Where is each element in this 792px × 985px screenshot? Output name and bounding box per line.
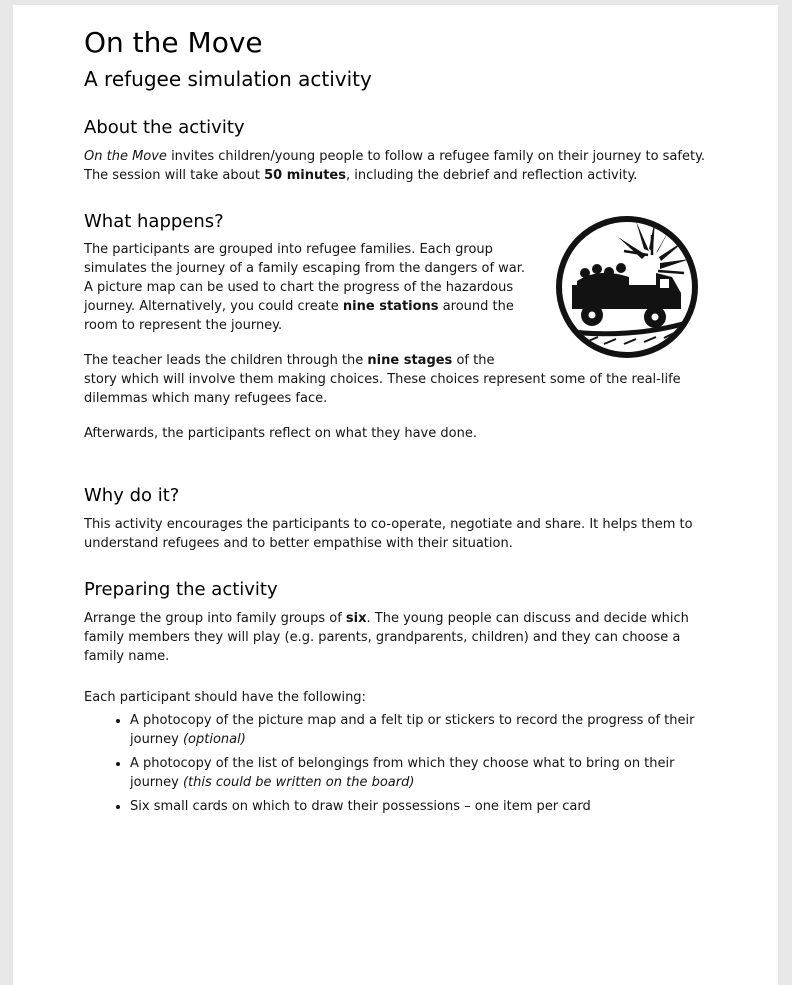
prep-text-2: . The young people can discuss and decide which family members they will play (e.g. parents, grandparents, children) and they can choose a family name.	[84, 610, 689, 664]
truck-bed	[572, 285, 658, 309]
wh-text-1: The participants are grouped into refugee families. Each group simulates the journey of a family escaping from the dangers of war. A picture map can be used to chart the progress of the hazardous journey. Alternatively, you could create	[84, 242, 526, 315]
front-hub	[652, 313, 659, 320]
about-text-2: , including the debrief and reflection activity.	[345, 167, 638, 183]
bullet1-text: A photocopy of the picture map and a felt tip or stickers to record the progress of their journey	[130, 712, 695, 747]
section-preparing	[84, 579, 706, 816]
bullet2-text: A photocopy of the list of belongings from which they choose what to bring on their journey	[130, 755, 675, 790]
about-heading: About the activity	[84, 117, 245, 139]
wh-nine-stages-bold: nine stages	[367, 353, 453, 369]
preparing-heading: Preparing the activity	[84, 578, 278, 600]
section-about	[84, 117, 706, 185]
prep-six-bold: six	[345, 610, 367, 626]
document-page	[13, 5, 778, 985]
what-happens-paragraph-3: Afterwards, the participants reflect on what they have done.	[84, 426, 477, 442]
wh-text-4: of the story which will involve them making choices. These choices represent some of the real-life dilemmas which many refugees face.	[84, 353, 681, 407]
prep-text-1: Arrange the group into family groups of	[84, 610, 346, 626]
bullet2-note-italic: (this could be written on the board)	[182, 774, 415, 790]
bullet3-text: Six small cards on which to draw their possessions – one item per card	[130, 798, 591, 814]
list-item-belongings-list	[130, 754, 706, 792]
wh-text-3: The teacher leads the children through the	[84, 353, 368, 369]
wh-nine-stations-bold: nine stations	[342, 299, 439, 315]
about-duration-bold: 50 minutes	[264, 167, 346, 183]
page-subtitle: A refugee simulation activity	[84, 67, 372, 92]
cab-window	[660, 279, 669, 288]
rear-hub	[589, 311, 596, 318]
section-why	[84, 485, 706, 553]
bullet1-note-italic: (optional)	[182, 731, 246, 747]
wh-text-2: around the room to represent the journey.	[84, 299, 514, 334]
list-item-picture-map	[130, 711, 706, 749]
page-title: On the Move	[84, 26, 263, 59]
belongings-list	[84, 711, 706, 816]
why-heading: Why do it?	[84, 485, 180, 507]
about-text-1: invites children/young people to follow a refugee family on their journey to safety. The session will take about	[84, 148, 706, 183]
what-happens-heading: What happens?	[84, 210, 224, 232]
preparing-paragraph-1	[84, 609, 706, 666]
section-what-happens	[84, 211, 706, 460]
why-paragraph: This activity encourages the participants to co-operate, negotiate and share. It helps them to understand refugees and to better empathise with their situation.	[84, 516, 693, 551]
about-title-italic: On the Move	[84, 148, 167, 164]
preparing-paragraph-2: Each participant should have the following:	[84, 689, 366, 705]
truck-woodcut-svg	[552, 211, 702, 363]
about-paragraph	[84, 147, 706, 185]
refugee-truck-illustration	[552, 211, 702, 363]
list-item-small-cards	[130, 797, 706, 816]
